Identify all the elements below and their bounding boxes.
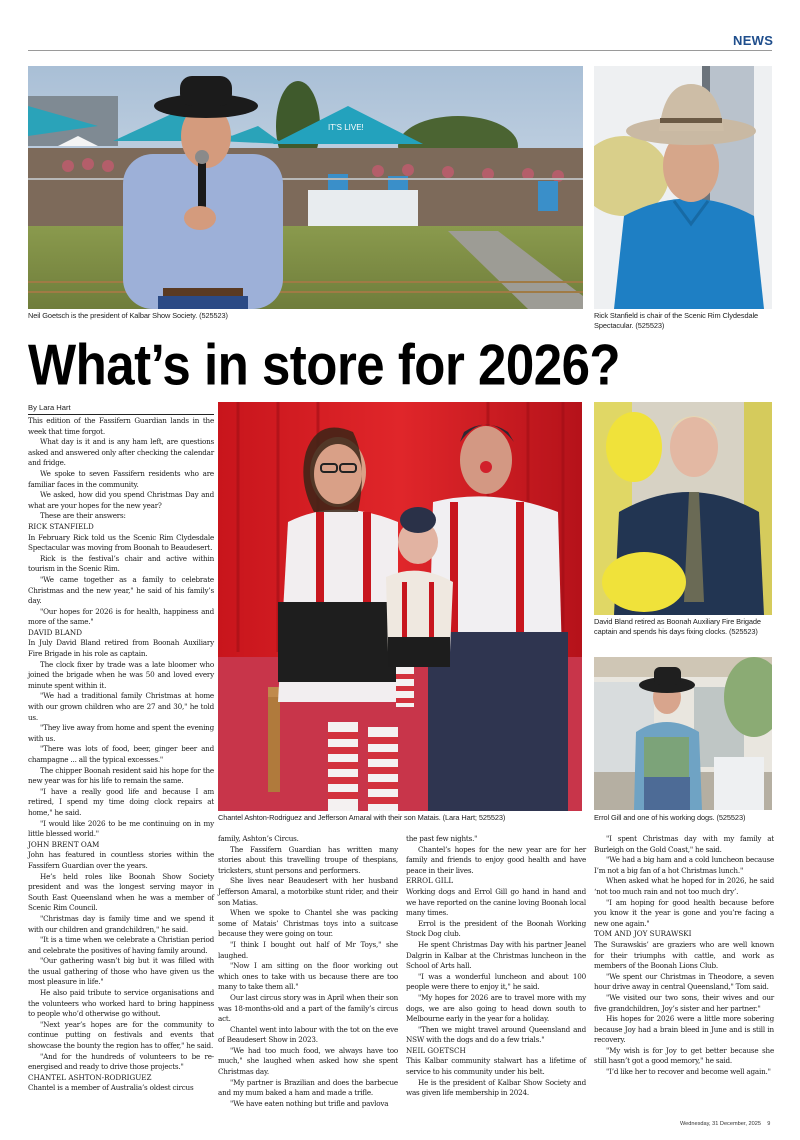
paragraph: "Our hopes for 2026 is for health, happiness and more of the same.": [28, 606, 214, 627]
paragraph: He spent Christmas Day with his partner Jeanel Dalgrin in Kalbar at the Christmas luncheon in the School of Arts hall.: [406, 939, 586, 971]
paragraph: She lives near Beaudesert with her husband Jefferson Amaral, a motorbike stunt rider, and their son Matias.: [218, 876, 398, 907]
paragraph: "We had a traditional family Christmas at home with our grown children who are 27 and 30," he told us.: [28, 691, 214, 722]
paragraph: "Now I am sitting on the floor working out which ones to take with us because there are too many to take them all.": [218, 961, 398, 992]
header-rule: [28, 50, 772, 51]
paragraph: We asked, how did you spend Christmas Day and what are your hopes for the new year?: [28, 490, 214, 510]
paragraph: Our last circus story was in April when their son was 18-months-old and a part of the family’s circus act.: [218, 992, 398, 1024]
section-label: NEWS: [733, 33, 774, 48]
paragraph: "And for the hundreds of volunteers to be re-energised and ready to drive those projects.": [28, 1051, 214, 1072]
paragraph: In February Rick told us the Scenic Rim Clydesdale Spectacular was moving from Boonah to Beaudesert.: [28, 532, 214, 553]
paragraph: Working dogs and Errol Gill go hand in hand and we have reported on the canine loving Boonah local many times.: [406, 886, 586, 918]
photo-david-bland: [594, 402, 772, 615]
paragraph: Errol is the president of the Boonah Working Stock Dog club.: [406, 918, 586, 939]
paragraph: In July David Bland retired from Boonah Auxiliary Fire Brigade in his role as captain.: [28, 638, 214, 659]
photo-neil-goetsch: [28, 66, 583, 309]
paragraph: Chantel’s hopes for the new year are for her family and friends to enjoy good health and have peace in their lives.: [406, 844, 586, 875]
paragraph: This edition of the Fassifern Guardian lands in the week that time forgot.: [28, 416, 214, 436]
paragraph: "I have a really good life and because I am retired, I spend my time doing clock repairs at home," he said.: [28, 786, 214, 817]
paragraph: "We spent our Christmas in Theodore, a seven hour drive away in central Queensland," Tom said.: [594, 971, 774, 992]
paragraph: He also paid tribute to service organisations and the volunteers who worked hard to bring happiness to people who’d otherwise go without.: [28, 988, 214, 1019]
paragraph: John has featured in countless stories within the Fassifern Guardian over the years.: [28, 850, 214, 870]
paragraph: "My hopes for 2026 are to travel more with my dogs, we are also going to head down south to Melbourne early in the year for a holiday.: [406, 992, 586, 1024]
paragraph: What day is it and is any ham left, are questions asked and answered only after checking the calendar and fridge.: [28, 437, 214, 468]
subheading: JOHN BRENT OAM: [28, 839, 100, 849]
paragraph: "Our gathering wasn’t big but it was filled with the usual gathering of those who have given us the most pleasure in life.": [28, 956, 214, 987]
paragraph: the past few nights.": [406, 834, 478, 843]
subheading: RICK STANFIELD: [28, 521, 94, 531]
paragraph: "I think I bought out half of Mr Toys," she laughed.: [218, 939, 398, 960]
paragraph: He’s held roles like Boonah Show Society president and was the longest serving mayor in South East Queensland when he was a member of Scenic Rim Council.: [28, 871, 214, 913]
caption-neil-goetsch: Neil Goetsch is the president of Kalbar Show Society. (525523): [28, 311, 228, 320]
subheading: TOM AND JOY SURAWSKI: [594, 929, 692, 939]
caption-errol-gill: Errol Gill and one of his working dogs. (525523): [594, 813, 746, 822]
paragraph: "We have eaten nothing but trifle and pavlova: [230, 1098, 389, 1108]
paragraph: Chantel went into labour with the tot on the eve of Beaudesert Show in 2023.: [218, 1024, 398, 1045]
paragraph: His hopes for 2026 were a little more sobering because Joy had a brain bleed in June and is still in recovery.: [594, 1014, 774, 1045]
subheading: ERROL GILL: [406, 876, 454, 886]
paragraph: "I am hoping for good health because before you know it the year is gone and you’re facing a new one again.": [594, 897, 774, 928]
article-column-3: [406, 834, 586, 1099]
caption-rick-stanfield: Rick Stanfield is chair of the Scenic Rim Clydesdale Spectacular. (525523): [594, 311, 759, 330]
paragraph: The chipper Boonah resident said his hope for the new year was for his life to remain the same.: [28, 765, 214, 786]
paragraph: "Then we might travel around Queensland and NSW with the dogs and do a few trials.": [406, 1024, 586, 1045]
paragraph: "Christmas day is family time and we spend it with our children and grandchildren," he said.: [28, 913, 214, 934]
paragraph: "I’d like her to recover and become well again.": [606, 1067, 771, 1077]
headline: What’s in store for 2026?: [28, 333, 621, 397]
paragraph: "We came together as a family to celebrate Christmas and the new year," he said of his family’s day.: [28, 574, 214, 606]
paragraph: "I spent Christmas day with my family at Burleigh on the Gold Coast," he said.: [594, 834, 774, 854]
paragraph: When we spoke to Chantel she was packing some of Matais’ Christmas toys into a suitcase because they were going on tour.: [218, 908, 398, 939]
subheading: DAVID BLAND: [28, 627, 82, 637]
paragraph: "They live away from home and spent the evening with us.: [28, 723, 214, 743]
footer-date: Wednesday, 31 December, 2025: [680, 1121, 761, 1127]
paragraph: "Next year’s hopes are for the community to continue putting on festivals and events that showcase the bounty the region has to offer," he said.: [28, 1019, 214, 1051]
paragraph: "There was lots of food, beer, ginger beer and champagne ... all the typical excesses.": [28, 744, 214, 764]
article-column-1: [28, 416, 214, 1094]
byline: By Lara Hart: [28, 403, 214, 415]
paragraph: "We visited our two sons, their wives and our five grandchildren, Joy’s sister and her partner.": [594, 992, 774, 1013]
subheading: CHANTEL ASHTON-RODRIGUEZ: [28, 1072, 152, 1082]
subheading: NEIL GOETSCH: [406, 1045, 466, 1055]
paragraph: "It is a time when we celebrate a Christian period and celebrate the positives of having family around.: [28, 935, 214, 955]
photo-errol-gill: [594, 657, 772, 810]
paragraph: "We had a big ham and a cold luncheon because I’m not a big fan of a hot Christmas lunch.": [594, 855, 774, 875]
umbrella-text: IT'S LIVE!: [328, 123, 364, 132]
paragraph: The clock fixer by trade was a late bloomer who joined the brigade when he was 50 and loved every minute spent within it.: [28, 659, 214, 690]
article-column-2: [218, 834, 398, 1109]
paragraph: This Kalbar community stalwart has a lifetime of service to his community under his belt.: [406, 1056, 586, 1077]
paragraph: We spoke to seven Fassifern residents who are familiar faces in the community.: [28, 468, 214, 489]
caption-david-bland: David Bland retired as Boonah Auxiliary Fire Brigade captain and spends his days fixing clocks. (525523): [594, 617, 761, 636]
photo-rick-stanfield: [594, 66, 772, 309]
paragraph: "I was a wonderful luncheon and about 100 people were there to enjoy it," he said.: [406, 971, 586, 992]
paragraph: When asked what he hoped for in 2026, he said ‘not too much rain and not too much dry’.: [594, 876, 774, 896]
paragraph: Rick is the festival’s chair and active within tourism in the Scenic Rim.: [28, 553, 214, 574]
paragraph: The Surawskis’ are graziers who are well known for their triumphs with cattle, and work as members of the Boonah Lions Club.: [594, 939, 774, 971]
paragraph: family, Ashton’s Circus.: [218, 834, 299, 843]
page-footer: [680, 1121, 770, 1127]
photo-circus-family: [218, 402, 582, 811]
page-number: 9: [767, 1121, 771, 1127]
paragraph: He is the president of Kalbar Show Society and was given life membership in 2024.: [406, 1077, 586, 1098]
paragraph: These are their answers:: [40, 511, 126, 521]
paragraph: "My partner is Brazilian and does the barbecue and my mum baked a ham and made a trifle.: [218, 1077, 398, 1098]
caption-circus-family: Chantel Ashton-Rodriguez and Jefferson Amaral with their son Matais. (Lara Hart; 525523): [218, 813, 506, 822]
paragraph: The Fassifern Guardian has written many stories about this travelling troupe of thespians, tricksters, stunt persons and performers.: [218, 844, 398, 875]
paragraph: "My wish is for Joy to get better because she still hasn’t got a good memory," he said.: [594, 1045, 774, 1066]
paragraph: Chantel is a member of Australia’s oldest circus: [28, 1083, 194, 1093]
paragraph: "We had too much food, we always have too much," she laughed when asked how she spent Christmas day.: [218, 1045, 398, 1077]
article-column-4: [594, 834, 774, 1078]
paragraph: "I would like 2026 to be me continuing on in my little blessed world.": [28, 818, 214, 839]
